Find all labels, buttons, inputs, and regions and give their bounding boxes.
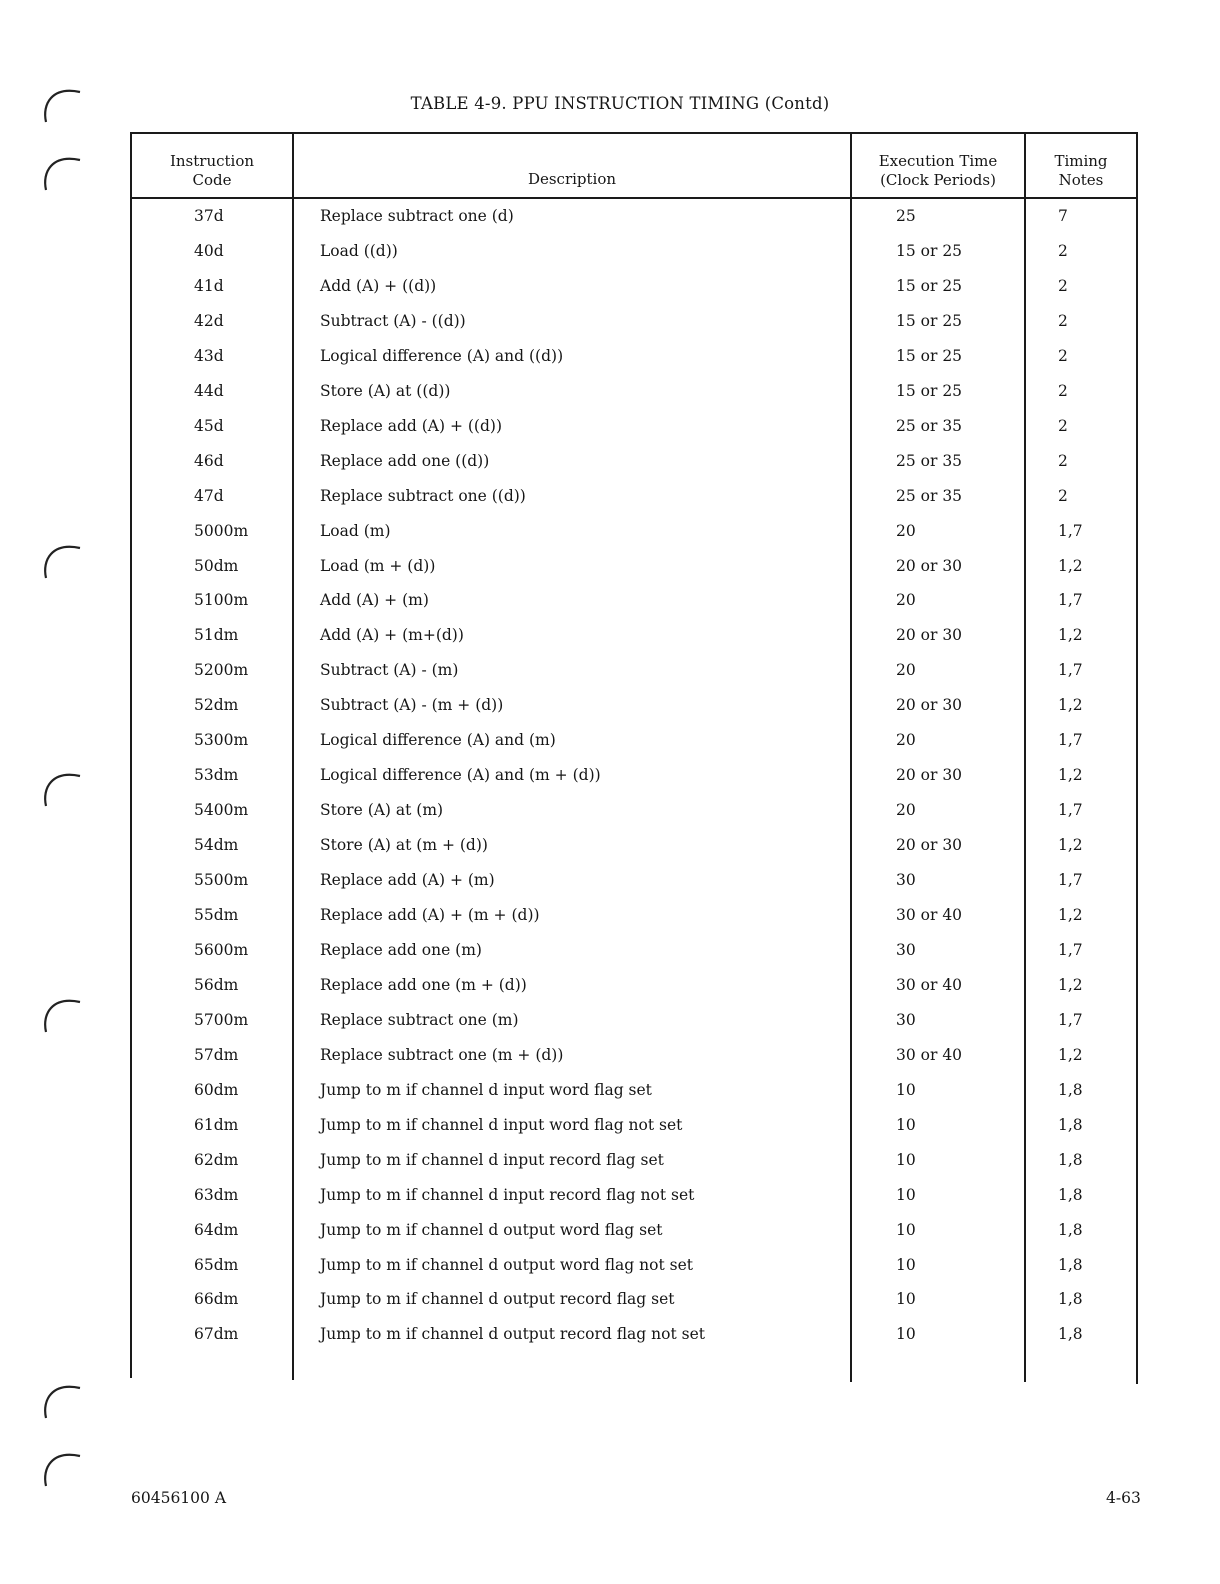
cell-execution-time: 25 or 35: [896, 452, 963, 470]
cell-description: Replace subtract one (m + (d)): [320, 1046, 564, 1064]
cell-description: Jump to m if channel d input word flag set: [320, 1081, 652, 1099]
binder-hole-mark: [38, 146, 84, 194]
cell-description: Logical difference (A) and (m + (d)): [320, 766, 601, 784]
cell-timing-notes: 1,8: [1058, 1081, 1083, 1099]
binder-hole-mark: [38, 534, 84, 582]
cell-execution-time: 15 or 25: [896, 347, 963, 365]
cell-timing-notes: 2: [1058, 417, 1068, 435]
cell-instruction-code: 67dm: [194, 1325, 239, 1343]
cell-timing-notes: 1,2: [1058, 976, 1083, 994]
binder-hole-mark: [38, 988, 84, 1036]
cell-description: Load (m + (d)): [320, 557, 436, 575]
cell-description: Load (m): [320, 522, 391, 540]
cell-description: Replace add one (m): [320, 941, 482, 959]
cell-instruction-code: 63dm: [194, 1186, 239, 1204]
cell-instruction-code: 5500m: [194, 871, 249, 889]
cell-description: Replace subtract one ((d)): [320, 487, 526, 505]
header-execution-time: Execution Time (Clock Periods): [878, 152, 998, 189]
cell-timing-notes: 1,7: [1058, 941, 1083, 959]
cell-instruction-code: 5100m: [194, 591, 249, 609]
cell-description: Store (A) at ((d)): [320, 382, 451, 400]
cell-execution-time: 10: [896, 1325, 916, 1343]
cell-execution-time: 20: [896, 661, 916, 679]
cell-execution-time: 30 or 40: [896, 906, 963, 924]
cell-timing-notes: 2: [1058, 277, 1068, 295]
column-divider-description: [850, 132, 852, 1382]
cell-instruction-code: 65dm: [194, 1256, 239, 1274]
cell-instruction-code: 47d: [194, 487, 224, 505]
cell-description: Store (A) at (m + (d)): [320, 836, 488, 854]
cell-timing-notes: 1,2: [1058, 1046, 1083, 1064]
table-right-border: [1136, 132, 1138, 1384]
cell-description: Jump to m if channel d input word flag not set: [320, 1116, 683, 1134]
cell-instruction-code: 5700m: [194, 1011, 249, 1029]
cell-description: Subtract (A) - ((d)): [320, 312, 466, 330]
cell-timing-notes: 1,2: [1058, 557, 1083, 575]
cell-execution-time: 25 or 35: [896, 487, 963, 505]
cell-instruction-code: 66dm: [194, 1290, 239, 1308]
cell-timing-notes: 2: [1058, 347, 1068, 365]
cell-execution-time: 30: [896, 941, 916, 959]
cell-timing-notes: 1,2: [1058, 906, 1083, 924]
cell-execution-time: 10: [896, 1256, 916, 1274]
cell-instruction-code: 61dm: [194, 1116, 239, 1134]
cell-execution-time: 30 or 40: [896, 1046, 963, 1064]
table-title: TABLE 4-9. PPU INSTRUCTION TIMING (Contd): [410, 94, 830, 113]
cell-description: Jump to m if channel d output record flag not set: [320, 1325, 705, 1343]
cell-timing-notes: 1,7: [1058, 871, 1083, 889]
cell-timing-notes: 1,7: [1058, 731, 1083, 749]
cell-execution-time: 20 or 30: [896, 696, 963, 714]
cell-instruction-code: 53dm: [194, 766, 239, 784]
cell-execution-time: 15 or 25: [896, 312, 963, 330]
cell-instruction-code: 55dm: [194, 906, 239, 924]
document-number: 60456100 A: [131, 1489, 227, 1507]
cell-timing-notes: 1,8: [1058, 1221, 1083, 1239]
cell-instruction-code: 54dm: [194, 836, 239, 854]
page-number: 4-63: [1106, 1489, 1141, 1507]
cell-timing-notes: 1,8: [1058, 1116, 1083, 1134]
cell-instruction-code: 51dm: [194, 626, 239, 644]
cell-description: Load ((d)): [320, 242, 398, 260]
cell-instruction-code: 56dm: [194, 976, 239, 994]
cell-description: Replace add one (m + (d)): [320, 976, 527, 994]
cell-description: Replace add (A) + (m + (d)): [320, 906, 540, 924]
cell-timing-notes: 1,8: [1058, 1151, 1083, 1169]
binder-hole-mark: [38, 1442, 84, 1490]
cell-timing-notes: 1,7: [1058, 1011, 1083, 1029]
column-divider-code: [292, 132, 294, 1380]
cell-timing-notes: 1,7: [1058, 591, 1083, 609]
cell-description: Subtract (A) - (m): [320, 661, 459, 679]
header-instruction-code: Instruction Code: [169, 152, 255, 189]
cell-timing-notes: 1,2: [1058, 626, 1083, 644]
cell-execution-time: 30 or 40: [896, 976, 963, 994]
cell-timing-notes: 2: [1058, 382, 1068, 400]
cell-execution-time: 20: [896, 522, 916, 540]
cell-instruction-code: 45d: [194, 417, 224, 435]
binder-hole-mark: [38, 762, 84, 810]
cell-instruction-code: 52dm: [194, 696, 239, 714]
cell-description: Subtract (A) - (m + (d)): [320, 696, 504, 714]
cell-timing-notes: 1,2: [1058, 836, 1083, 854]
cell-instruction-code: 5300m: [194, 731, 249, 749]
cell-timing-notes: 1,8: [1058, 1325, 1083, 1343]
cell-description: Replace add (A) + ((d)): [320, 417, 502, 435]
cell-execution-time: 25 or 35: [896, 417, 963, 435]
cell-execution-time: 20: [896, 731, 916, 749]
cell-timing-notes: 1,7: [1058, 661, 1083, 679]
cell-instruction-code: 50dm: [194, 557, 239, 575]
cell-instruction-code: 5200m: [194, 661, 249, 679]
cell-description: Replace subtract one (d): [320, 207, 514, 225]
cell-timing-notes: 1,7: [1058, 522, 1083, 540]
table-left-border: [130, 132, 132, 1378]
cell-description: Logical difference (A) and (m): [320, 731, 556, 749]
cell-execution-time: 15 or 25: [896, 382, 963, 400]
cell-timing-notes: 1,7: [1058, 801, 1083, 819]
cell-execution-time: 15 or 25: [896, 242, 963, 260]
cell-execution-time: 20 or 30: [896, 766, 963, 784]
cell-execution-time: 10: [896, 1290, 916, 1308]
cell-execution-time: 10: [896, 1186, 916, 1204]
cell-timing-notes: 1,2: [1058, 696, 1083, 714]
column-divider-time: [1024, 132, 1026, 1382]
cell-execution-time: 30: [896, 1011, 916, 1029]
cell-description: Jump to m if channel d input record flag set: [320, 1151, 664, 1169]
cell-description: Store (A) at (m): [320, 801, 444, 819]
cell-timing-notes: 1,8: [1058, 1256, 1083, 1274]
cell-description: Add (A) + (m): [320, 591, 429, 609]
cell-timing-notes: 7: [1058, 207, 1068, 225]
cell-instruction-code: 37d: [194, 207, 224, 225]
cell-execution-time: 20 or 30: [896, 626, 963, 644]
cell-timing-notes: 1,2: [1058, 766, 1083, 784]
cell-instruction-code: 40d: [194, 242, 224, 260]
cell-description: Add (A) + ((d)): [320, 277, 437, 295]
cell-execution-time: 10: [896, 1116, 916, 1134]
cell-execution-time: 15 or 25: [896, 277, 963, 295]
cell-instruction-code: 5400m: [194, 801, 249, 819]
header-timing-notes: Timing Notes: [1054, 152, 1108, 189]
cell-description: Jump to m if channel d output word flag set: [320, 1221, 663, 1239]
cell-description: Jump to m if channel d output word flag not set: [320, 1256, 693, 1274]
cell-timing-notes: 2: [1058, 487, 1068, 505]
cell-description: Replace add one ((d)): [320, 452, 490, 470]
cell-timing-notes: 1,8: [1058, 1290, 1083, 1308]
cell-execution-time: 10: [896, 1221, 916, 1239]
cell-execution-time: 30: [896, 871, 916, 889]
cell-instruction-code: 41d: [194, 277, 224, 295]
cell-execution-time: 20: [896, 801, 916, 819]
cell-description: Add (A) + (m+(d)): [320, 626, 464, 644]
cell-execution-time: 20: [896, 591, 916, 609]
table-top-border: [130, 132, 1138, 134]
cell-timing-notes: 1,8: [1058, 1186, 1083, 1204]
cell-description: Replace subtract one (m): [320, 1011, 519, 1029]
cell-execution-time: 20 or 30: [896, 836, 963, 854]
cell-execution-time: 25: [896, 207, 916, 225]
cell-description: Jump to m if channel d input record flag not set: [320, 1186, 695, 1204]
cell-instruction-code: 5600m: [194, 941, 249, 959]
header-description: Description: [527, 170, 617, 188]
cell-timing-notes: 2: [1058, 242, 1068, 260]
cell-instruction-code: 44d: [194, 382, 224, 400]
cell-instruction-code: 60dm: [194, 1081, 239, 1099]
cell-timing-notes: 2: [1058, 452, 1068, 470]
cell-timing-notes: 2: [1058, 312, 1068, 330]
header-bottom-border: [130, 197, 1138, 199]
cell-instruction-code: 46d: [194, 452, 224, 470]
cell-instruction-code: 5000m: [194, 522, 249, 540]
cell-instruction-code: 57dm: [194, 1046, 239, 1064]
cell-instruction-code: 62dm: [194, 1151, 239, 1169]
cell-execution-time: 10: [896, 1151, 916, 1169]
cell-description: Jump to m if channel d output record flag set: [320, 1290, 675, 1308]
cell-instruction-code: 43d: [194, 347, 224, 365]
cell-description: Replace add (A) + (m): [320, 871, 495, 889]
cell-execution-time: 20 or 30: [896, 557, 963, 575]
cell-description: Logical difference (A) and ((d)): [320, 347, 564, 365]
binder-hole-mark: [38, 1374, 84, 1422]
cell-execution-time: 10: [896, 1081, 916, 1099]
cell-instruction-code: 42d: [194, 312, 224, 330]
cell-instruction-code: 64dm: [194, 1221, 239, 1239]
